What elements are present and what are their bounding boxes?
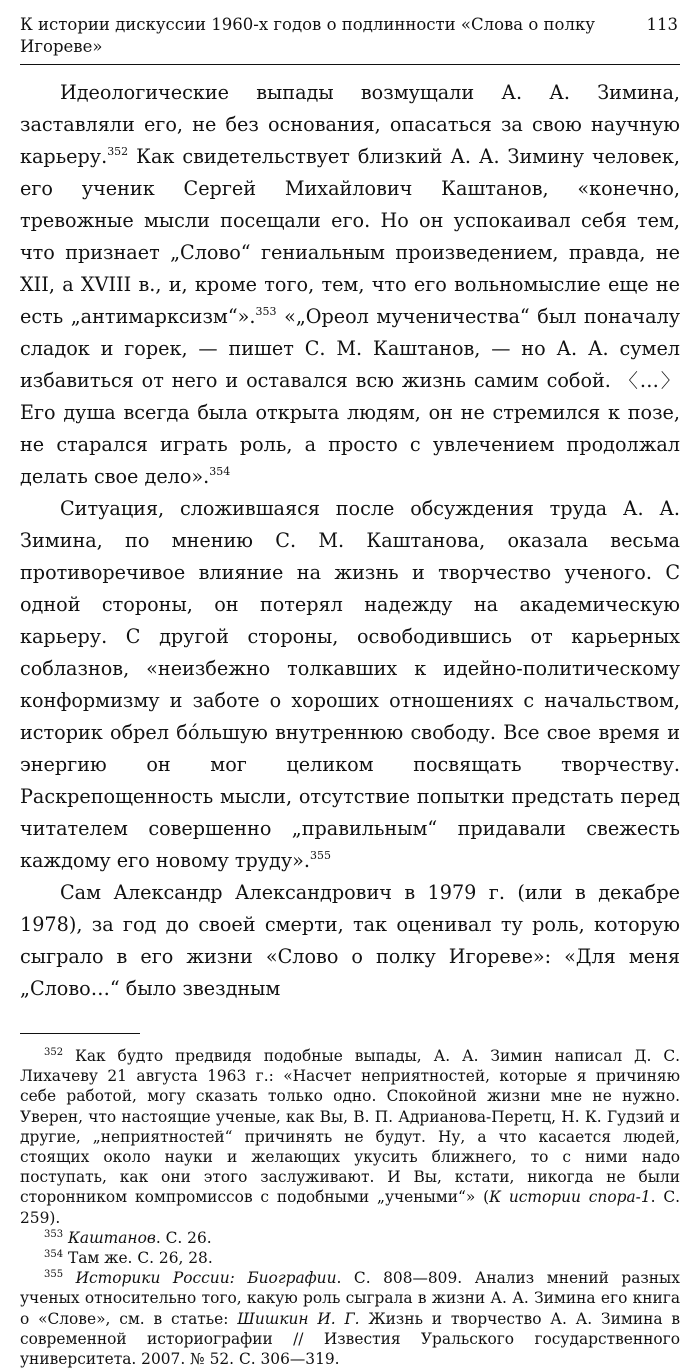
paragraph-2 [20,493,680,877]
footnote-352 [20,1046,680,1228]
footnote-text: Жизнь и творчество А. А. Зимина в современной историографии // Известия Уральского государственного университета. 2007. № 52. С. 306—319. [20,1309,680,1369]
running-title: К истории дискуссии 1960-х годов о подлинности «Слова о полку Игореве» [20,15,595,56]
footnote-text: Как будто предвидя подобные выпады, А. А. Зимин написал Д. С. Лихачеву 21 августа 1963 г.: «Насчет неприятностей, которые я причиняю себе работой, могу сказать только одно. Спокойной жизни мне не нужно. Уверен, что настоящие ученые, как Вы, В. П. Адрианова-Перетц, Н. К. Гудзий и другие, „неприятностей“ причинять не будут. Ну, а что касается людей, стоящих около науки и желающих укусить ближнего, то с ними надо поступать, как они этого заслуживают. И Вы, кстати, никогда не были сторонником компромиссов с подобными „учеными“» ( [20,1047,680,1207]
footnote-355 [20,1268,680,1369]
footnote-353 [20,1228,680,1248]
footnote-354 [20,1248,680,1268]
footnote-ref-354: 354 [209,465,231,478]
paragraph-1-text-b: Как свидетельствует близкий А. А. Зимину человек, его ученик Сергей Михайлович Каштанов, «конечно, тревожные мысли посещали его. Но он успокаивал себя тем, что признает „Слово“ гениальным произведением, правда, не XII, а XVIII в., и, кроме того, тем, что его вольномыслие еще не есть „антимарксизм“». [20,145,680,328]
footnote-number: 352 [44,1047,64,1058]
footnote-ref-353: 353 [255,305,277,318]
footnotes [20,1046,680,1369]
footnote-number: 353 [44,1228,64,1240]
paragraph-3 [20,877,680,1005]
footnote-divider [20,1033,140,1034]
footnote-ref-355: 355 [309,849,331,862]
footnote-text: . С. 26. [155,1228,212,1247]
paragraph-1-text-c: «„Ореол мученичества“ был поначалу сладок и горек, — пишет С. М. Каштанов, — но А. А. сумел избавиться от него и оставался всю жизнь самим собой. 〈…〉 Его душа всегда была открыта людям, он не стремился к позе, не старался играть роль, а просто с увлечением продолжал делать свое дело». [20,305,681,488]
footnote-number: 354 [44,1249,64,1261]
footnote-author: Каштанов [68,1228,156,1247]
footnote-author: Шишкин И. Г. [237,1309,360,1328]
footnote-text: . С. 808—809. Анализ мнений разных ученых относительно того, какую роль сыграла в жизни А. А. Зимина его книга о «Слове», см. в статье: [20,1269,680,1328]
footnote-text: . С. 259). [20,1188,681,1227]
footnote-source-title: К истории спора-1 [489,1188,651,1207]
paragraph-2-text: Ситуация, сложившаяся после обсуждения труда А. А. Зимина, по мнению С. М. Каштанова, оказала весьма противоречивое влияние на жизнь и творчество ученого. С одной стороны, он потерял надежду на академическую карьеру. С другой стороны, освободившись от карьерных соблазнов, «неизбежно толкавших к идейно-политическому конформизму и заботе о хороших отношениях с начальством, историк обрел бо́льшую внутреннюю свободу. Все свое время и энергию он мог целиком посвящать творчеству. Раскрепощенность мысли, отсутствие попытки предстать перед читателем совершенно „правильным“ придавали свежесть каждому его новому труду». [20,497,680,872]
paragraph-1 [20,77,680,493]
paragraph-1-text-a: Идеологические выпады возмущали А. А. Зимина, заставляли его, не без основания, опасаться за свою научную карьеру. [20,81,680,168]
main-text [20,77,680,1005]
paragraph-3-text: Сам Александр Александрович в 1979 г. (или в декабре 1978), за год до своей смерти, так оценивал ту роль, которую сыграло в его жизни «Слово о полку Игореве»: «Для меня „Слово…“ было звездным [20,881,680,1000]
footnote-source-title: Историки России: Биографии [75,1269,337,1288]
footnote-number: 355 [44,1269,64,1281]
page-number: 113 [646,15,678,34]
footnote-text: Там же. С. 26, 28. [63,1249,213,1268]
footnote-ref-352: 352 [107,145,129,158]
running-header [20,14,680,65]
